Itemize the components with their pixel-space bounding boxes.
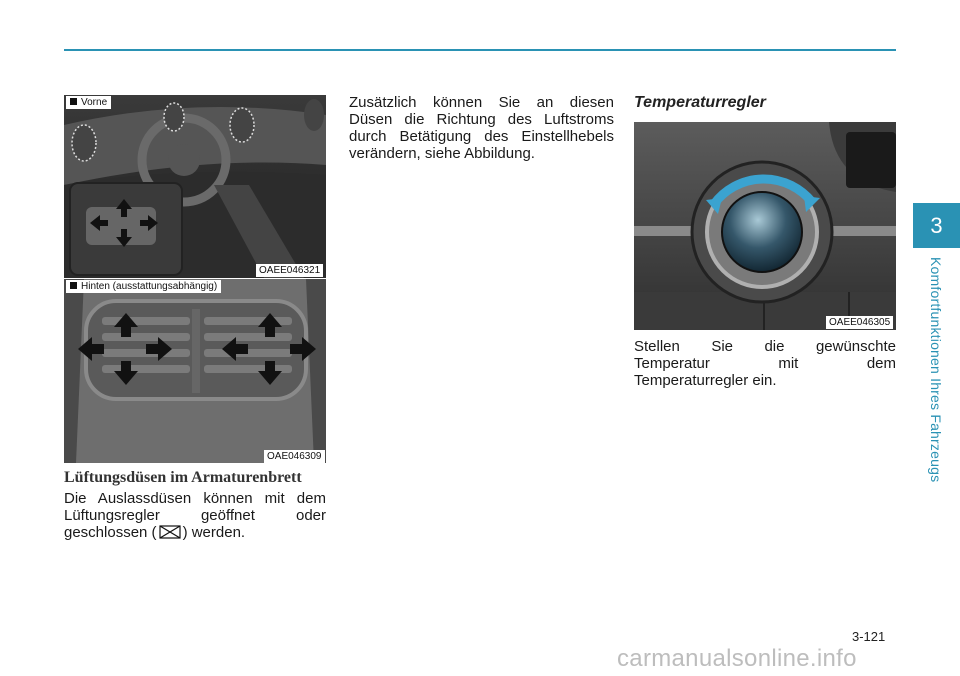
- rear-vents-figure: [64, 279, 326, 463]
- right-paragraph: [634, 338, 896, 389]
- left-paragraph: [64, 490, 326, 541]
- front-tag: [66, 96, 111, 109]
- middle-paragraph: [349, 94, 614, 162]
- watermark: carmanualsonline.info: [617, 645, 857, 672]
- text-line: Zusätzlich können Sie an diesen: [349, 94, 614, 111]
- text-line: Die Auslassdüsen können mit dem: [64, 490, 326, 507]
- text-fragment: geschlossen (: [64, 524, 157, 541]
- section-heading: Lüftungsdüsen im Armaturenbrett: [64, 469, 302, 486]
- front-vents-figure: [64, 95, 326, 278]
- vent-closed-icon: [159, 525, 181, 539]
- text-line: Temperatur mit dem: [634, 355, 896, 372]
- text-line: [64, 524, 326, 541]
- rear-vents-illustration: [64, 279, 326, 463]
- front-figure-code: OAEE046321: [256, 264, 323, 277]
- rear-tag-label: Hinten (ausstattungsabhängig): [81, 281, 218, 292]
- temperature-knob-illustration: [634, 122, 896, 330]
- text-line: durch Betätigung des Einstellhebels: [349, 128, 614, 145]
- text-fragment: ) werden.: [182, 524, 246, 541]
- header-rule: [64, 49, 896, 51]
- chapter-title: Komfortfunktionen Ihres Fahrzeugs: [928, 257, 944, 483]
- temperature-heading: Temperaturregler: [634, 94, 766, 111]
- chapter-number: 3: [930, 212, 943, 238]
- chapter-tab: [913, 203, 960, 248]
- text-line: Temperaturregler ein.: [634, 372, 777, 389]
- text-line: Lüftungsregler geöffnet oder: [64, 507, 326, 524]
- rear-figure-code: OAE046309: [264, 450, 325, 463]
- page-number: 3-121: [852, 629, 886, 644]
- text-line: Stellen Sie die gewünschte: [634, 338, 896, 355]
- dashboard-illustration: [64, 95, 326, 278]
- text-line: Düsen die Richtung des Luftstroms: [349, 111, 614, 128]
- bullet-square-icon: [70, 282, 77, 289]
- text-line: verändern, siehe Abbildung.: [349, 145, 535, 162]
- rear-tag: [66, 280, 221, 293]
- front-tag-label: Vorne: [81, 97, 108, 108]
- temperature-knob-figure: [634, 122, 896, 330]
- bullet-square-icon: [70, 98, 77, 105]
- temperature-figure-code: OAEE046305: [826, 316, 893, 329]
